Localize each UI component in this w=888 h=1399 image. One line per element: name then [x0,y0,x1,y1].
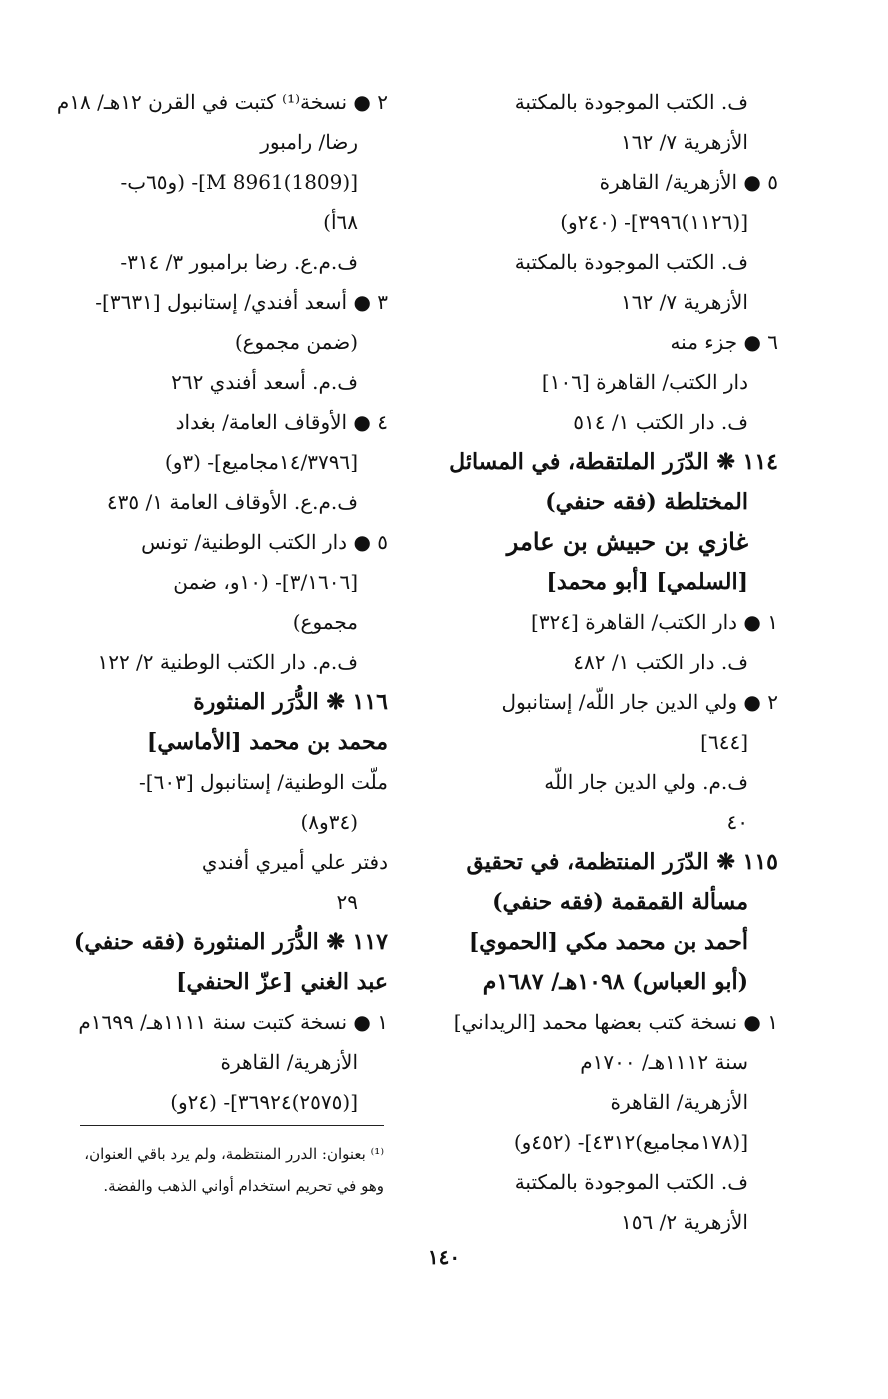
right-column-line: [(١٧٨مجاميع)٤٣١٢]- (٤٥٢و) [513,1130,748,1154]
right-column-line: ٤٠ [726,810,748,834]
right-column-line: المختلطة (فقه حنفي) [545,489,748,515]
right-column-line: ف. الكتب الموجودة بالمكتبة [514,1170,748,1194]
left-column-line: ٦٨أ) [323,210,358,234]
right-column-line: ١ ● دار الكتب/ القاهرة [٣٢٤] [531,610,778,634]
right-column-line: ف. دار الكتب ١/ ٥١٤ [573,410,748,434]
left-column-line: ١١٧ ❋ الدُّرَر المنثورة (فقه حنفي) [73,929,388,955]
left-column-line: ١ ● نسخة كتبت سنة ١١١١هـ/ ١٦٩٩م [78,1010,388,1034]
right-column-line: [السلمي] [أبو محمد] [546,569,748,595]
right-column [440,82,778,1242]
left-column-line: ٢٩ [336,890,358,914]
left-column [56,82,388,1122]
footnote-line-1: ⁽¹⁾ بعنوان: الدرر المنتظمة، ولم يرد باقي العنوان، [84,1145,384,1163]
right-column-line: ٦ ● جزء منه [670,330,778,354]
left-column-line: (ضمن مجموع) [234,330,358,354]
right-column-line: [(١١٢٦)٣٩٩٦]- (٢٤٠و) [560,210,748,234]
page-number: ١٤٠ [427,1245,461,1269]
left-column-line: ١١٦ ❋ الدُّرَر المنثورة [193,689,388,715]
right-column-line: ف.م. ولي الدين جار اللّه [544,770,748,794]
right-column-line: الأزهرية ٧/ ١٦٢ [621,130,748,154]
left-column-line: ف.م.ع. رضا برامبور ٣/ ٣١٤- [120,250,358,274]
right-column-line: ١١٥ ❋ الدّرَر المنتظمة، في تحقيق [466,849,778,875]
footnote [50,1138,384,1202]
left-column-line: ٥ ● دار الكتب الوطنية/ تونس [141,530,388,554]
left-column-line: عبد الغني [عزّ الحنفي] [176,969,388,995]
footnote-separator [80,1125,384,1126]
right-column-line: [٦٤٤] [700,730,748,754]
left-column-line: ٣ ● أسعد أفندي/ إستانبول [٣٦٣١]- [95,290,388,314]
left-column-line: ف.م. أسعد أفندي ٢٦٢ [171,370,358,394]
left-column-line: [(٢٥٧٥)٣٦٩٢٤]- (٢٤و) [170,1090,358,1114]
left-column-line: مجموع) [292,610,358,634]
right-column-line: الأزهرية/ القاهرة [610,1090,748,1114]
right-column-line: الأزهرية ٧/ ١٦٢ [621,290,748,314]
left-column-line: ٤ ● الأوقاف العامة/ بغداد [175,410,388,434]
left-column-line: [M 8961(1809)]- (و٦٥ب- [120,170,358,194]
left-column-line: ٢ ● نسخة⁽¹⁾ كتبت في القرن ١٢هـ/ ١٨م [56,90,388,114]
left-column-line: دفتر علي أميري أفندي [201,850,388,874]
left-column-line: ملّت الوطنية/ إستانبول [٦٠٣]- [139,770,388,794]
right-column-line: دار الكتب/ القاهرة [١٠٦] [541,370,748,394]
right-column-line: سنة ١١١٢هـ/ ١٧٠٠م [580,1050,748,1074]
footnote-line-2: وهو في تحريم استخدام أواني الذهب والفضة. [103,1177,384,1195]
right-column-line: ١١٤ ❋ الدّرَر الملتقطة، في المسائل [449,449,778,475]
right-column-line: ٥ ● الأزهرية/ القاهرة [599,170,778,194]
left-column-line: [١٤/٣٧٩٦مجاميع]- (٣و) [164,450,358,474]
right-column-line: مسألة القمقمة (فقه حنفي) [492,889,748,915]
right-column-line: ٢ ● ولي الدين جار اللّه/ إستانبول [501,690,778,714]
left-column-line: ف.م. دار الكتب الوطنية ٢/ ١٢٢ [97,650,358,674]
left-column-line: رضا/ رامبور [260,130,358,154]
right-column-line: ف. دار الكتب ١/ ٤٨٢ [573,650,748,674]
left-column-line: الأزهرية/ القاهرة [220,1050,358,1074]
right-column-line: ف. الكتب الموجودة بالمكتبة [514,90,748,114]
right-column-line: غازي بن حبيش بن عامر [506,527,748,556]
right-column-line: الأزهرية ٢/ ١٥٦ [621,1210,748,1234]
right-column-line: (أبو العباس) ١٠٩٨هـ/ ١٦٨٧م [482,969,748,995]
right-column-line: ١ ● نسخة كتب بعضها محمد [الريداني] [453,1010,778,1034]
left-column-line: ف.م.ع. الأوقاف العامة ١/ ٤٣٥ [106,490,358,514]
right-column-line: ف. الكتب الموجودة بالمكتبة [514,250,748,274]
left-column-line: محمد بن محمد [الأماسي] [146,729,388,755]
left-column-line: [٣/١٦٠٦]- (١٠و، ضمن [173,570,358,594]
left-column-line: (٣٤و٨) [300,810,358,834]
right-column-line: أحمد بن محمد مكي [الحموي] [468,929,748,955]
